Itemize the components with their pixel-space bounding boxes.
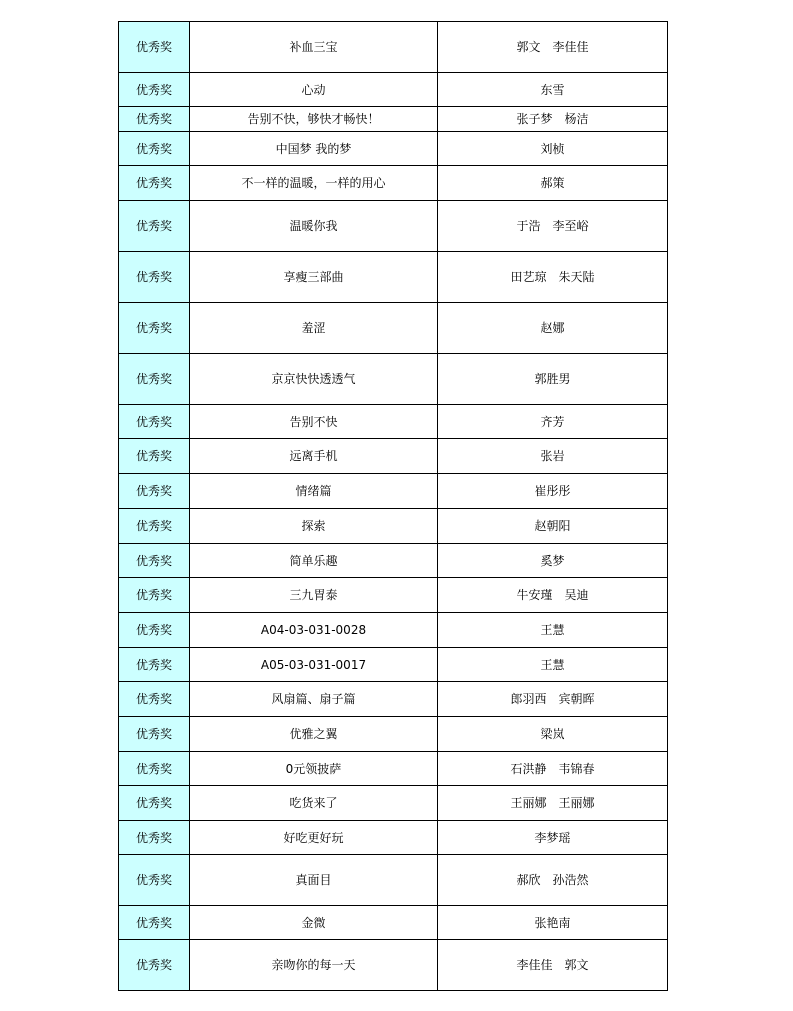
table-row (119, 906, 668, 940)
award-cell: 优秀奖 (119, 73, 190, 107)
table-row (119, 578, 668, 613)
authors-cell: 石洪静 韦锦春 (438, 752, 668, 786)
work-title-cell: 0元领披萨 (190, 752, 438, 786)
authors-cell: 郭胜男 (438, 354, 668, 405)
table-row (119, 509, 668, 544)
authors-cell: 郭文 李佳佳 (438, 22, 668, 73)
work-title-cell: 心动 (190, 73, 438, 107)
authors-cell: 刘桢 (438, 132, 668, 166)
work-title-cell: 享瘦三部曲 (190, 252, 438, 303)
table-row (119, 648, 668, 682)
authors-cell: 张艳南 (438, 906, 668, 940)
table-row (119, 132, 668, 166)
authors-cell: 王慧 (438, 613, 668, 648)
work-title-cell: 京京快快透透气 (190, 354, 438, 405)
work-title-cell: 探索 (190, 509, 438, 544)
award-cell: 优秀奖 (119, 855, 190, 906)
work-title-cell: 中国梦 我的梦 (190, 132, 438, 166)
award-cell: 优秀奖 (119, 303, 190, 354)
award-cell: 优秀奖 (119, 252, 190, 303)
award-cell: 优秀奖 (119, 752, 190, 786)
award-cell: 优秀奖 (119, 22, 190, 73)
work-title-cell: 金微 (190, 906, 438, 940)
award-cell: 优秀奖 (119, 201, 190, 252)
authors-cell: 崔彤彤 (438, 474, 668, 509)
table-row (119, 613, 668, 648)
authors-cell: 于浩 李至峪 (438, 201, 668, 252)
authors-cell: 郝欣 孙浩然 (438, 855, 668, 906)
award-cell: 优秀奖 (119, 613, 190, 648)
authors-cell: 梁岚 (438, 717, 668, 752)
table-row (119, 855, 668, 906)
authors-cell: 王慧 (438, 648, 668, 682)
work-title-cell: 三九胃泰 (190, 578, 438, 613)
table-row (119, 544, 668, 578)
table-row (119, 22, 668, 73)
authors-cell: 郝策 (438, 166, 668, 201)
authors-cell: 王丽娜 王丽娜 (438, 786, 668, 821)
authors-cell: 奚梦 (438, 544, 668, 578)
authors-cell: 赵朝阳 (438, 509, 668, 544)
award-cell: 优秀奖 (119, 786, 190, 821)
table-row (119, 405, 668, 439)
work-title-cell: 风扇篇、扇子篇 (190, 682, 438, 717)
authors-cell: 张岩 (438, 439, 668, 474)
work-title-cell: 情绪篇 (190, 474, 438, 509)
work-title-cell: A05-03-031-0017 (190, 648, 438, 682)
award-cell: 优秀奖 (119, 439, 190, 474)
award-cell: 优秀奖 (119, 132, 190, 166)
table-row (119, 303, 668, 354)
work-title-cell: 补血三宝 (190, 22, 438, 73)
authors-cell: 李梦瑶 (438, 821, 668, 855)
award-cell: 优秀奖 (119, 166, 190, 201)
table-row (119, 786, 668, 821)
table-row (119, 166, 668, 201)
awards-table-body (119, 22, 668, 991)
award-cell: 优秀奖 (119, 940, 190, 991)
table-row (119, 752, 668, 786)
award-cell: 优秀奖 (119, 717, 190, 752)
authors-cell: 李佳佳 郭文 (438, 940, 668, 991)
award-cell: 优秀奖 (119, 682, 190, 717)
work-title-cell: 告别不快 (190, 405, 438, 439)
table-row (119, 821, 668, 855)
award-cell: 优秀奖 (119, 405, 190, 439)
table-row (119, 682, 668, 717)
work-title-cell: 羞涩 (190, 303, 438, 354)
authors-cell: 东雪 (438, 73, 668, 107)
award-cell: 优秀奖 (119, 509, 190, 544)
authors-cell: 齐芳 (438, 405, 668, 439)
table-row (119, 439, 668, 474)
work-title-cell: A04-03-031-0028 (190, 613, 438, 648)
work-title-cell: 简单乐趣 (190, 544, 438, 578)
award-cell: 优秀奖 (119, 821, 190, 855)
authors-cell: 牛安瑾 吴迪 (438, 578, 668, 613)
work-title-cell: 亲吻你的每一天 (190, 940, 438, 991)
work-title-cell: 吃货来了 (190, 786, 438, 821)
table-row (119, 354, 668, 405)
table-row (119, 474, 668, 509)
award-cell: 优秀奖 (119, 578, 190, 613)
table-row (119, 73, 668, 107)
table-row (119, 252, 668, 303)
award-cell: 优秀奖 (119, 648, 190, 682)
work-title-cell: 优雅之翼 (190, 717, 438, 752)
authors-cell: 郎羽西 宾朝晖 (438, 682, 668, 717)
work-title-cell: 远离手机 (190, 439, 438, 474)
award-cell: 优秀奖 (119, 107, 190, 132)
award-cell: 优秀奖 (119, 544, 190, 578)
table-row (119, 201, 668, 252)
authors-cell: 田艺琼 朱天陆 (438, 252, 668, 303)
award-cell: 优秀奖 (119, 474, 190, 509)
awards-table (118, 21, 668, 991)
table-row (119, 940, 668, 991)
table-row (119, 107, 668, 132)
award-cell: 优秀奖 (119, 354, 190, 405)
authors-cell: 赵娜 (438, 303, 668, 354)
work-title-cell: 告别不快，够快才畅快！ (190, 107, 438, 132)
authors-cell: 张子梦 杨洁 (438, 107, 668, 132)
work-title-cell: 温暖你我 (190, 201, 438, 252)
work-title-cell: 好吃更好玩 (190, 821, 438, 855)
work-title-cell: 不一样的温暖，一样的用心 (190, 166, 438, 201)
award-cell: 优秀奖 (119, 906, 190, 940)
table-row (119, 717, 668, 752)
work-title-cell: 真面目 (190, 855, 438, 906)
